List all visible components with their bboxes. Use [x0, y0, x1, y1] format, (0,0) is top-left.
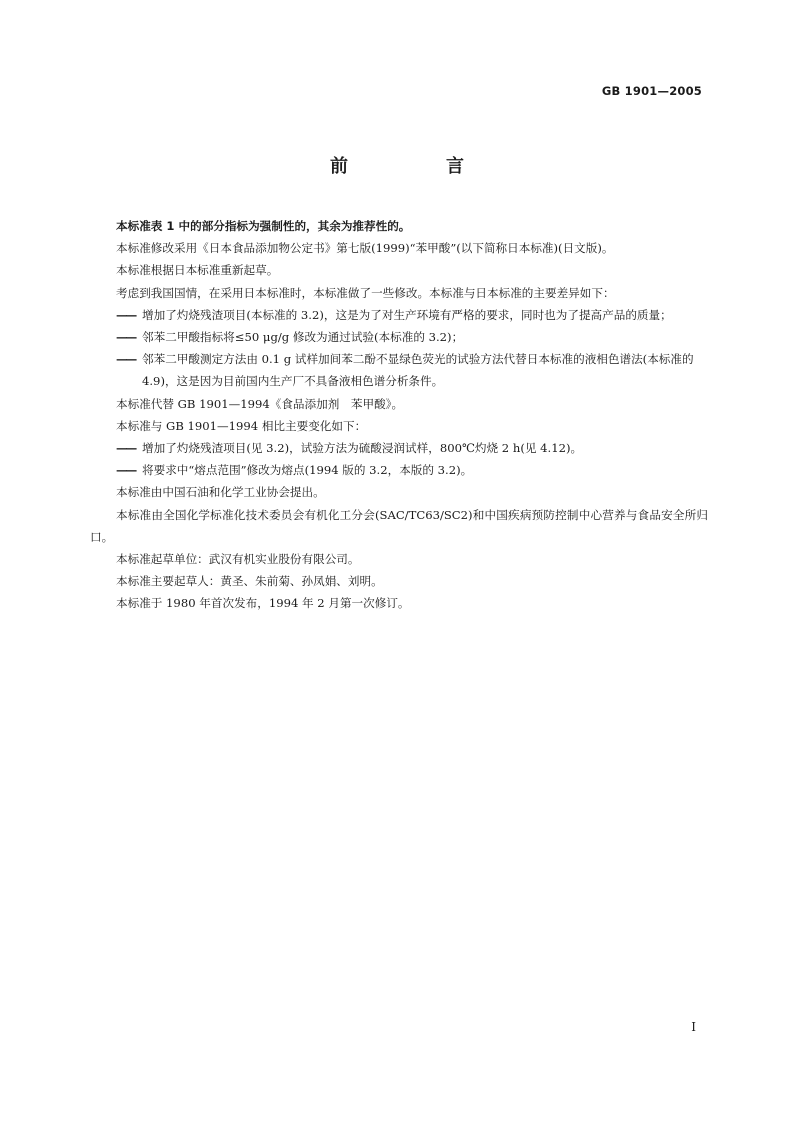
paragraph-replaces: 本标准代替 GB 1901—1994《食品添加剂 苯甲酸》。 — [116, 396, 404, 411]
dash-mark: —— — [116, 441, 136, 456]
foreword-body — [90, 215, 708, 615]
list-item-diff-1 — [90, 304, 708, 326]
paragraph-mandatory-note: 本标准表 1 中的部分指标为强制性的，其余为推荐性的。 — [116, 219, 411, 233]
paragraph-administered-by: 本标准由全国化学标准化技术委员会有机化工分会(SAC/TC63/SC2)和中国疾病预防控制中心营养与食品安全所归口。 — [90, 507, 708, 544]
dash-mark: —— — [116, 352, 136, 367]
dash-mark: —— — [116, 330, 136, 345]
list-item-text: 邻苯二甲酸指标将≤50 μg/g 修改为通过试验(本标准的 3.2)； — [142, 330, 464, 345]
dash-mark: —— — [116, 463, 136, 478]
list-item-diff-3 — [90, 348, 708, 392]
list-item-text: 增加了灼烧残渣项目(见 3.2)，试验方法为硫酸浸润试样，800℃灼烧 2 h(见 4.12)。 — [142, 441, 583, 456]
paragraph-differences-intro: 考虑到我国国情，在采用日本标准时，本标准做了一些修改。本标准与日本标准的主要差异如下： — [116, 285, 615, 300]
paragraph-adoption: 本标准修改采用《日本食品添加物公定书》第七版(1999)“苯甲酸”(以下简称日本标准)(日文版)。 — [116, 241, 614, 256]
page-number: I — [691, 1020, 696, 1034]
paragraph-changes-intro: 本标准与 GB 1901—1994 相比主要变化如下： — [116, 418, 367, 433]
paragraph-drafters: 本标准主要起草人：黄圣、朱前菊、孙凤娟、刘明。 — [116, 574, 383, 589]
dash-mark: —— — [116, 307, 136, 322]
paragraph-redrafted: 本标准根据日本标准重新起草。 — [116, 263, 279, 278]
page-title: 前 言 — [330, 156, 504, 177]
list-item-text: 邻苯二甲酸测定方法由 0.1 g 试样加间苯二酚不显绿色荧光的试验方法代替日本标准的液相色谱法(本标准的 4.9)，这是因为目前国内生产厂不具备液相色谱分析条件。 — [142, 352, 694, 389]
list-item-change-1 — [90, 437, 708, 459]
list-item-diff-2 — [90, 326, 708, 348]
paragraph-history: 本标准于 1980 年首次发布，1994 年 2 月第一次修订。 — [116, 596, 410, 611]
list-item-change-2 — [90, 459, 708, 481]
list-item-text: 将要求中“熔点范围”修改为熔点(1994 版的 3.2，本版的 3.2)。 — [142, 463, 473, 478]
standard-code: GB 1901—2005 — [601, 84, 702, 98]
list-item-text: 增加了灼烧残渣项目(本标准的 3.2)，这是为了对生产环境有严格的要求，同时也为了提高产品的质量； — [142, 307, 672, 322]
paragraph-drafting-unit: 本标准起草单位：武汉有机实业股份有限公司。 — [116, 552, 360, 567]
paragraph-proposed-by: 本标准由中国石油和化学工业协会提出。 — [116, 485, 325, 500]
